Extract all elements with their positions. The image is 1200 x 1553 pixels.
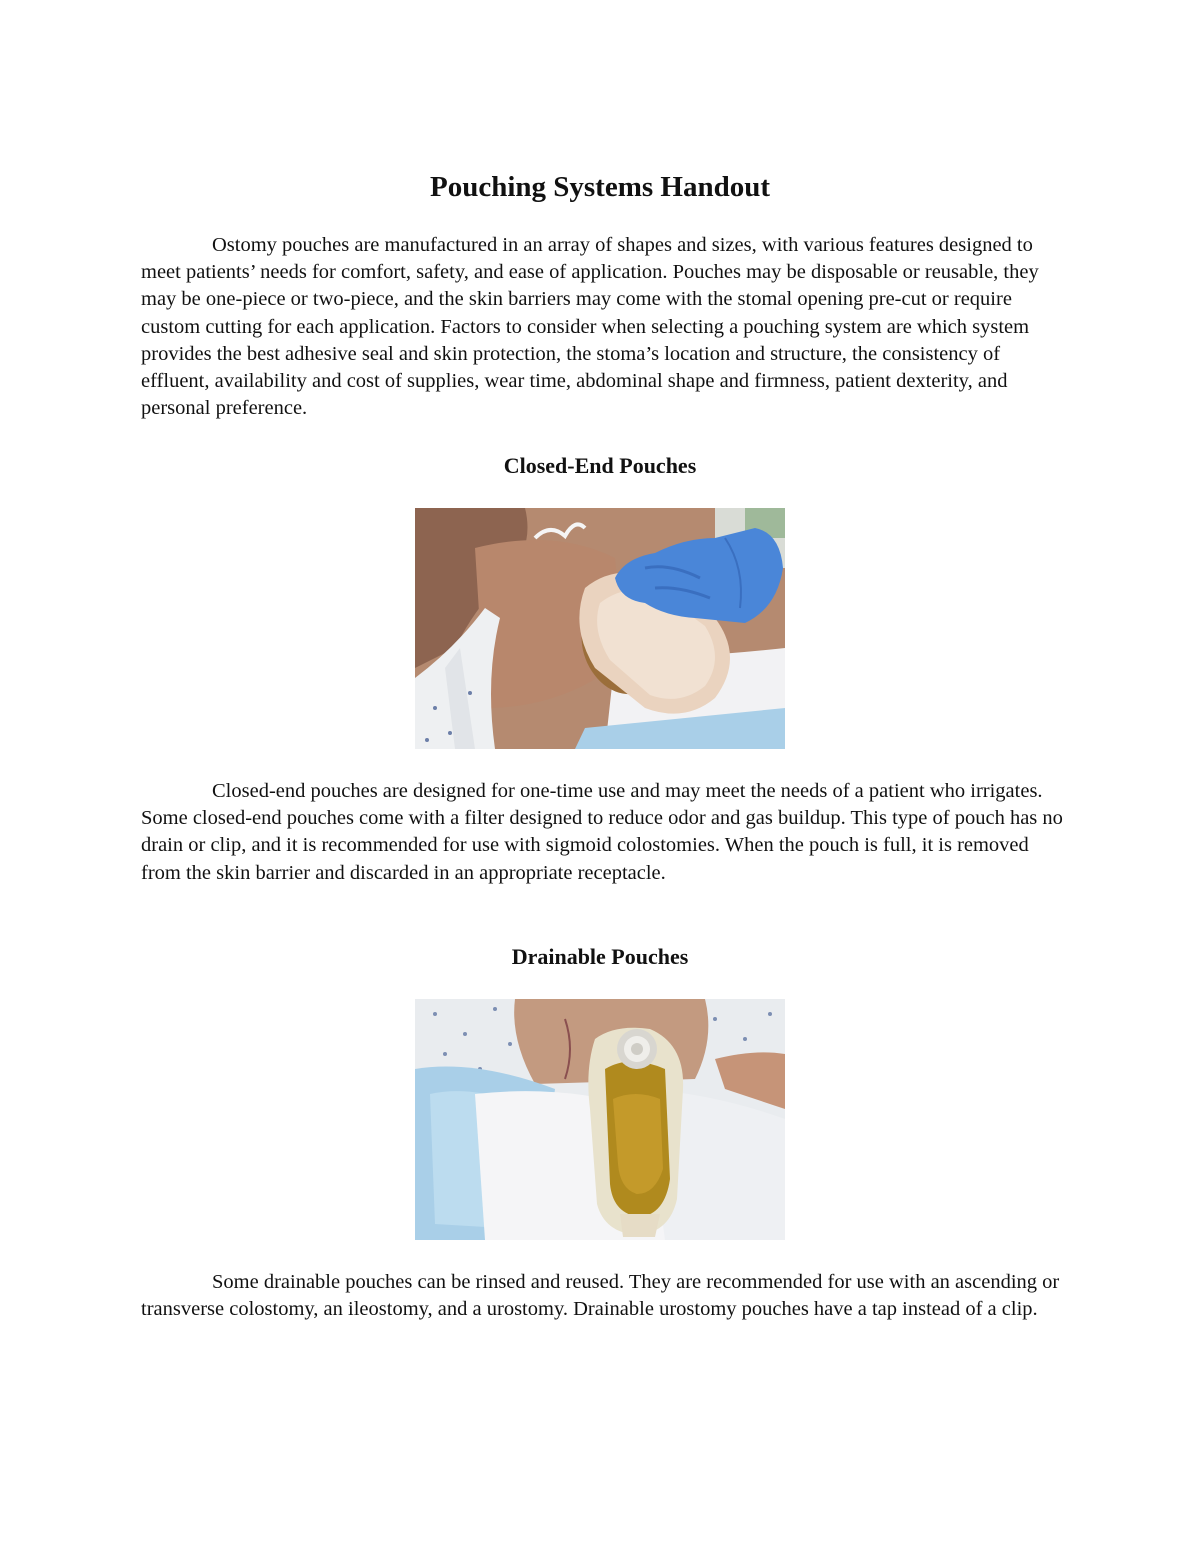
drainable-heading: Drainable Pouches [511,944,689,969]
closed-end-pouch-photo [415,508,785,749]
drainable-pouch-photo [415,999,785,1240]
closed-end-heading: Closed-End Pouches [503,453,697,478]
closed-end-paragraph: Closed-end pouches are designed for one-time use and may meet the needs of a patient who irrigates. Some closed-end pouches come with a filter designed to reduce odor and gas buildup. This type of pouch has no drain or clip, and it is recommended for use with sigmoid colostomies. When the pouch is full, it is removed from the skin barrier and discarded in an appropriate receptacle. [141,780,1063,884]
document-title: Pouching Systems Handout [429,171,770,203]
drainable-paragraph: Some drainable pouches can be rinsed and reused. They are recommended for use with an ascending or transverse colostomy, an ileostomy, and a urostomy. Drainable urostomy pouches have a tap instead of a clip. [141,1271,1060,1321]
intro-paragraph: Ostomy pouches are manufactured in an array of shapes and sizes, with various features designed to meet patients’ needs for comfort, safety, and ease of application. Pouches may be disposable or reusable, they may be one-piece or two-piece, and the skin barriers may come with the stomal opening pre-cut or require custom cutting for each application. Factors to consider when selecting a pouching system are which system provides the best adhesive seal and skin protection, the stoma’s location and structure, the consistency of effluent, availability and cost of supplies, wear time, abdominal shape and firmness, patient dexterity, and personal preference. [141,234,1039,420]
